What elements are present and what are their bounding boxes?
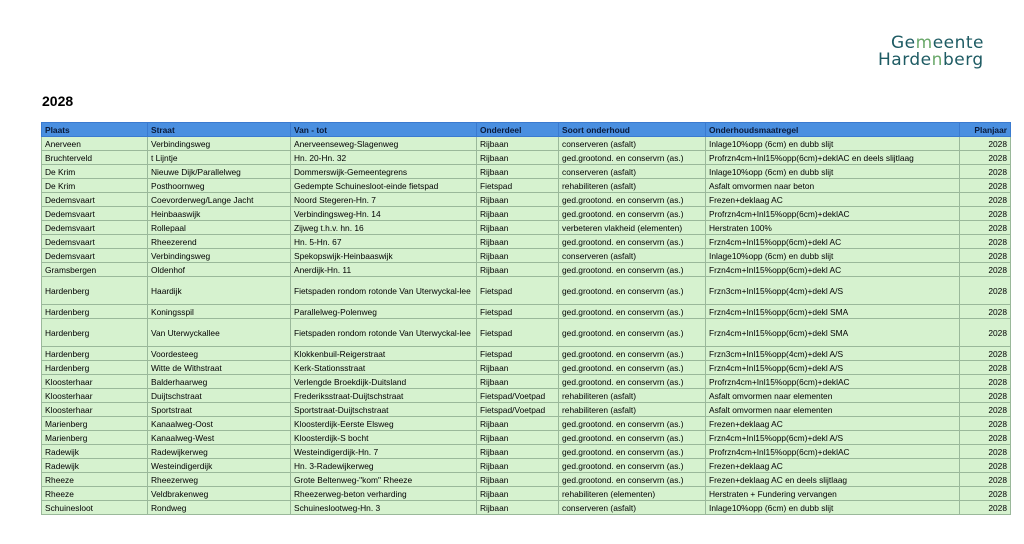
table-row <box>42 277 1011 305</box>
cell-plaats: Hardenberg <box>42 361 148 375</box>
column-header-van-tot: Van - tot <box>291 123 477 137</box>
cell-straat: Westeindigerdijk <box>148 459 291 473</box>
table-row <box>42 235 1011 249</box>
cell-plaats: Hardenberg <box>42 347 148 361</box>
cell-plaats: Gramsbergen <box>42 263 148 277</box>
cell-planjaar: 2028 <box>960 263 1011 277</box>
cell-soort-onderhoud: ged.grootond. en conservrn (as.) <box>559 417 706 431</box>
cell-soort-onderhoud: rehabiliteren (asfalt) <box>559 403 706 417</box>
cell-onderhoudsmaatregel: Profrzn4cm+Inl15%opp(6cm)+deklAC en deels slijtlaag <box>706 151 960 165</box>
cell-van-tot: Kloosterdijk-S bocht <box>291 431 477 445</box>
cell-straat: Verbindingsweg <box>148 249 291 263</box>
cell-soort-onderhoud: rehabiliteren (asfalt) <box>559 179 706 193</box>
cell-straat: Van Uterwyckallee <box>148 319 291 347</box>
cell-straat: Heinbaaswijk <box>148 207 291 221</box>
column-header-planjaar: Planjaar <box>960 123 1011 137</box>
cell-soort-onderhoud: conserveren (asfalt) <box>559 501 706 515</box>
cell-planjaar: 2028 <box>960 179 1011 193</box>
cell-planjaar: 2028 <box>960 277 1011 305</box>
cell-van-tot: Westeindigerdijk-Hn. 7 <box>291 445 477 459</box>
cell-planjaar: 2028 <box>960 459 1011 473</box>
column-header-soort-onderhoud: Soort onderhoud <box>559 123 706 137</box>
cell-van-tot: Rheezerweg-beton verharding <box>291 487 477 501</box>
cell-planjaar: 2028 <box>960 319 1011 347</box>
cell-straat: Sportstraat <box>148 403 291 417</box>
cell-soort-onderhoud: ged.grootond. en conservrn (as.) <box>559 207 706 221</box>
cell-onderhoudsmaatregel: Frezen+deklaag AC <box>706 417 960 431</box>
cell-soort-onderhoud: ged.grootond. en conservrn (as.) <box>559 151 706 165</box>
cell-straat: Balderhaarweg <box>148 375 291 389</box>
gemeente-hardenberg-logo <box>878 35 1002 69</box>
cell-soort-onderhoud: ged.grootond. en conservrn (as.) <box>559 347 706 361</box>
cell-soort-onderhoud: conserveren (asfalt) <box>559 165 706 179</box>
cell-plaats: Hardenberg <box>42 305 148 319</box>
cell-plaats: Bruchterveld <box>42 151 148 165</box>
cell-onderdeel: Rijbaan <box>477 487 559 501</box>
cell-planjaar: 2028 <box>960 389 1011 403</box>
table-body <box>42 137 1011 515</box>
cell-onderhoudsmaatregel: Frezen+deklaag AC <box>706 193 960 207</box>
cell-plaats: De Krim <box>42 165 148 179</box>
cell-straat: Kanaalweg-West <box>148 431 291 445</box>
cell-onderdeel: Fietspad <box>477 277 559 305</box>
cell-planjaar: 2028 <box>960 501 1011 515</box>
table-row <box>42 151 1011 165</box>
cell-straat: Rondweg <box>148 501 291 515</box>
cell-plaats: Kloosterhaar <box>42 375 148 389</box>
cell-planjaar: 2028 <box>960 193 1011 207</box>
cell-onderhoudsmaatregel: Frzn4cm+Inl15%opp(6cm)+dekl SMA <box>706 305 960 319</box>
cell-soort-onderhoud: ged.grootond. en conservrn (as.) <box>559 361 706 375</box>
cell-van-tot: Kloosterdijk-Eerste Elsweg <box>291 417 477 431</box>
cell-onderdeel: Rijbaan <box>477 263 559 277</box>
cell-soort-onderhoud: ged.grootond. en conservrn (as.) <box>559 193 706 207</box>
cell-onderhoudsmaatregel: Inlage10%opp (6cm) en dubb slijt <box>706 137 960 151</box>
cell-onderdeel: Rijbaan <box>477 193 559 207</box>
cell-straat: Kanaalweg-Oost <box>148 417 291 431</box>
cell-straat: Veldbrakenweg <box>148 487 291 501</box>
cell-soort-onderhoud: conserveren (asfalt) <box>559 249 706 263</box>
cell-plaats: Dedemsvaart <box>42 193 148 207</box>
cell-plaats: Marienberg <box>42 417 148 431</box>
cell-plaats: Hardenberg <box>42 319 148 347</box>
table-row <box>42 501 1011 515</box>
table-row <box>42 319 1011 347</box>
cell-onderdeel: Fietspad <box>477 347 559 361</box>
table-row <box>42 361 1011 375</box>
column-header-onderhoudsmaatregel: Onderhoudsmaatregel <box>706 123 960 137</box>
cell-onderhoudsmaatregel: Profrzn4cm+Inl15%opp(6cm)+deklAC <box>706 375 960 389</box>
table-row <box>42 221 1011 235</box>
cell-soort-onderhoud: ged.grootond. en conservrn (as.) <box>559 277 706 305</box>
cell-van-tot: Noord Stegeren-Hn. 7 <box>291 193 477 207</box>
cell-plaats: Schuinesloot <box>42 501 148 515</box>
cell-straat: Radewijkerweg <box>148 445 291 459</box>
cell-van-tot: Gedempte Schuinesloot-einde fietspad <box>291 179 477 193</box>
table-row <box>42 417 1011 431</box>
cell-onderhoudsmaatregel: Frzn4cm+Inl15%opp(6cm)+dekl A/S <box>706 431 960 445</box>
table-row <box>42 445 1011 459</box>
cell-onderdeel: Rijbaan <box>477 361 559 375</box>
cell-van-tot: Dommerswijk-Gemeentegrens <box>291 165 477 179</box>
cell-soort-onderhoud: ged.grootond. en conservrn (as.) <box>559 459 706 473</box>
logo-line-2: Hardenberg <box>878 50 984 70</box>
cell-straat: Verbindingsweg <box>148 137 291 151</box>
cell-onderhoudsmaatregel: Herstraten + Fundering vervangen <box>706 487 960 501</box>
table-header-row <box>42 123 1011 137</box>
cell-onderdeel: Rijbaan <box>477 445 559 459</box>
cell-onderdeel: Rijbaan <box>477 501 559 515</box>
cell-soort-onderhoud: ged.grootond. en conservrn (as.) <box>559 263 706 277</box>
cell-onderhoudsmaatregel: Frzn3cm+Inl15%opp(4cm)+dekl A/S <box>706 347 960 361</box>
cell-van-tot: Verbindingsweg-Hn. 14 <box>291 207 477 221</box>
cell-onderdeel: Rijbaan <box>477 151 559 165</box>
table-row <box>42 207 1011 221</box>
cell-planjaar: 2028 <box>960 473 1011 487</box>
cell-soort-onderhoud: verbeteren vlakheid (elementen) <box>559 221 706 235</box>
cell-van-tot: Anerveenseweg-Slagenweg <box>291 137 477 151</box>
cell-onderdeel: Fietspad/Voetpad <box>477 403 559 417</box>
cell-plaats: Marienberg <box>42 431 148 445</box>
cell-van-tot: Sportstraat-Duijtschstraat <box>291 403 477 417</box>
cell-plaats: Dedemsvaart <box>42 207 148 221</box>
cell-straat: Rheezerend <box>148 235 291 249</box>
cell-van-tot: Hn. 5-Hn. 67 <box>291 235 477 249</box>
cell-soort-onderhoud: ged.grootond. en conservrn (as.) <box>559 235 706 249</box>
cell-planjaar: 2028 <box>960 249 1011 263</box>
cell-straat: Posthoornweg <box>148 179 291 193</box>
cell-straat: Haardijk <box>148 277 291 305</box>
cell-onderdeel: Rijbaan <box>477 431 559 445</box>
cell-plaats: Hardenberg <box>42 277 148 305</box>
cell-van-tot: Hn. 20-Hn. 32 <box>291 151 477 165</box>
cell-onderdeel: Fietspad <box>477 179 559 193</box>
cell-van-tot: Parallelweg-Polenweg <box>291 305 477 319</box>
cell-planjaar: 2028 <box>960 151 1011 165</box>
cell-planjaar: 2028 <box>960 305 1011 319</box>
table-row <box>42 179 1011 193</box>
cell-onderhoudsmaatregel: Profrzn4cm+Inl15%opp(6cm)+deklAC <box>706 445 960 459</box>
table-row <box>42 263 1011 277</box>
cell-onderhoudsmaatregel: Frzn4cm+Inl15%opp(6cm)+dekl AC <box>706 235 960 249</box>
cell-planjaar: 2028 <box>960 137 1011 151</box>
cell-onderhoudsmaatregel: Frezen+deklaag AC en deels slijtlaag <box>706 473 960 487</box>
cell-onderdeel: Rijbaan <box>477 235 559 249</box>
table-row <box>42 473 1011 487</box>
cell-straat: Witte de Withstraat <box>148 361 291 375</box>
cell-planjaar: 2028 <box>960 165 1011 179</box>
cell-van-tot: Hn. 3-Radewijkerweg <box>291 459 477 473</box>
cell-plaats: Dedemsvaart <box>42 235 148 249</box>
column-header-plaats: Plaats <box>42 123 148 137</box>
table-row <box>42 193 1011 207</box>
cell-onderhoudsmaatregel: Herstraten 100% <box>706 221 960 235</box>
cell-onderdeel: Rijbaan <box>477 473 559 487</box>
cell-plaats: Radewijk <box>42 459 148 473</box>
cell-soort-onderhoud: ged.grootond. en conservrn (as.) <box>559 375 706 389</box>
cell-soort-onderhoud: rehabiliteren (elementen) <box>559 487 706 501</box>
logo-line-1: Gemeente <box>891 33 985 53</box>
cell-onderhoudsmaatregel: Asfalt omvormen naar elementen <box>706 389 960 403</box>
cell-onderhoudsmaatregel: Inlage10%opp (6cm) en dubb slijt <box>706 165 960 179</box>
cell-planjaar: 2028 <box>960 207 1011 221</box>
cell-van-tot: Anerdijk-Hn. 11 <box>291 263 477 277</box>
cell-onderhoudsmaatregel: Profrzn4cm+Inl15%opp(6cm)+deklAC <box>706 207 960 221</box>
cell-straat: t Lijntje <box>148 151 291 165</box>
cell-planjaar: 2028 <box>960 445 1011 459</box>
cell-van-tot: Fietspaden rondom rotonde Van Uterwyckal-lee <box>291 319 477 347</box>
cell-onderdeel: Rijbaan <box>477 375 559 389</box>
cell-onderdeel: Rijbaan <box>477 137 559 151</box>
cell-plaats: Anerveen <box>42 137 148 151</box>
cell-planjaar: 2028 <box>960 431 1011 445</box>
table-row <box>42 487 1011 501</box>
cell-soort-onderhoud: rehabiliteren (asfalt) <box>559 389 706 403</box>
cell-van-tot: Verlengde Broekdijk-Duitsland <box>291 375 477 389</box>
table-row <box>42 249 1011 263</box>
cell-van-tot: Kerk-Stationsstraat <box>291 361 477 375</box>
cell-onderhoudsmaatregel: Frzn4cm+Inl15%opp(6cm)+dekl SMA <box>706 319 960 347</box>
cell-planjaar: 2028 <box>960 417 1011 431</box>
table-row <box>42 137 1011 151</box>
cell-onderhoudsmaatregel: Frzn4cm+Inl15%opp(6cm)+dekl AC <box>706 263 960 277</box>
table-row <box>42 305 1011 319</box>
table-row <box>42 165 1011 179</box>
cell-onderdeel: Rijbaan <box>477 207 559 221</box>
cell-onderhoudsmaatregel: Inlage10%opp (6cm) en dubb slijt <box>706 249 960 263</box>
cell-planjaar: 2028 <box>960 487 1011 501</box>
cell-onderdeel: Fietspad <box>477 305 559 319</box>
cell-van-tot: Frederiksstraat-Duijtschstraat <box>291 389 477 403</box>
cell-plaats: Kloosterhaar <box>42 389 148 403</box>
cell-onderhoudsmaatregel: Asfalt omvormen naar beton <box>706 179 960 193</box>
cell-soort-onderhoud: conserveren (asfalt) <box>559 137 706 151</box>
cell-onderdeel: Fietspad <box>477 319 559 347</box>
table-row <box>42 389 1011 403</box>
cell-onderdeel: Fietspad/Voetpad <box>477 389 559 403</box>
cell-planjaar: 2028 <box>960 221 1011 235</box>
cell-soort-onderhoud: ged.grootond. en conservrn (as.) <box>559 473 706 487</box>
cell-onderhoudsmaatregel: Frzn3cm+Inl15%opp(4cm)+dekl A/S <box>706 277 960 305</box>
cell-soort-onderhoud: ged.grootond. en conservrn (as.) <box>559 431 706 445</box>
cell-van-tot: Grote Beltenweg-"kom" Rheeze <box>291 473 477 487</box>
year-heading: 2028 <box>42 93 74 109</box>
cell-van-tot: Klokkenbuil-Reigerstraat <box>291 347 477 361</box>
column-header-straat: Straat <box>148 123 291 137</box>
cell-planjaar: 2028 <box>960 347 1011 361</box>
cell-plaats: Kloosterhaar <box>42 403 148 417</box>
cell-onderdeel: Rijbaan <box>477 417 559 431</box>
cell-straat: Coevorderweg/Lange Jacht <box>148 193 291 207</box>
maintenance-planning-table <box>41 122 1011 515</box>
cell-van-tot: Spekopswijk-Heinbaaswijk <box>291 249 477 263</box>
cell-van-tot: Schuineslootweg-Hn. 3 <box>291 501 477 515</box>
cell-straat: Rollepaal <box>148 221 291 235</box>
cell-plaats: Rheeze <box>42 487 148 501</box>
cell-onderdeel: Rijbaan <box>477 459 559 473</box>
table-row <box>42 375 1011 389</box>
cell-planjaar: 2028 <box>960 235 1011 249</box>
cell-straat: Oldenhof <box>148 263 291 277</box>
cell-straat: Koningsspil <box>148 305 291 319</box>
cell-van-tot: Fietspaden rondom rotonde Van Uterwyckal-lee <box>291 277 477 305</box>
cell-onderdeel: Rijbaan <box>477 221 559 235</box>
cell-straat: Nieuwe Dijk/Parallelweg <box>148 165 291 179</box>
cell-planjaar: 2028 <box>960 361 1011 375</box>
cell-planjaar: 2028 <box>960 375 1011 389</box>
cell-van-tot: Zijweg t.h.v. hn. 16 <box>291 221 477 235</box>
cell-onderhoudsmaatregel: Asfalt omvormen naar elementen <box>706 403 960 417</box>
cell-plaats: Dedemsvaart <box>42 249 148 263</box>
cell-soort-onderhoud: ged.grootond. en conservrn (as.) <box>559 445 706 459</box>
cell-straat: Voordesteeg <box>148 347 291 361</box>
cell-onderdeel: Rijbaan <box>477 249 559 263</box>
cell-onderhoudsmaatregel: Frezen+deklaag AC <box>706 459 960 473</box>
table-row <box>42 459 1011 473</box>
column-header-onderdeel: Onderdeel <box>477 123 559 137</box>
cell-straat: Rheezerweg <box>148 473 291 487</box>
cell-plaats: Rheeze <box>42 473 148 487</box>
cell-soort-onderhoud: ged.grootond. en conservrn (as.) <box>559 319 706 347</box>
table-row <box>42 347 1011 361</box>
cell-planjaar: 2028 <box>960 403 1011 417</box>
cell-straat: Duijtschstraat <box>148 389 291 403</box>
cell-plaats: Dedemsvaart <box>42 221 148 235</box>
cell-onderdeel: Rijbaan <box>477 165 559 179</box>
cell-onderhoudsmaatregel: Frzn4cm+Inl15%opp(6cm)+dekl A/S <box>706 361 960 375</box>
table-row <box>42 431 1011 445</box>
cell-onderhoudsmaatregel: Inlage10%opp (6cm) en dubb slijt <box>706 501 960 515</box>
cell-plaats: Radewijk <box>42 445 148 459</box>
cell-soort-onderhoud: ged.grootond. en conservrn (as.) <box>559 305 706 319</box>
table-row <box>42 403 1011 417</box>
cell-plaats: De Krim <box>42 179 148 193</box>
